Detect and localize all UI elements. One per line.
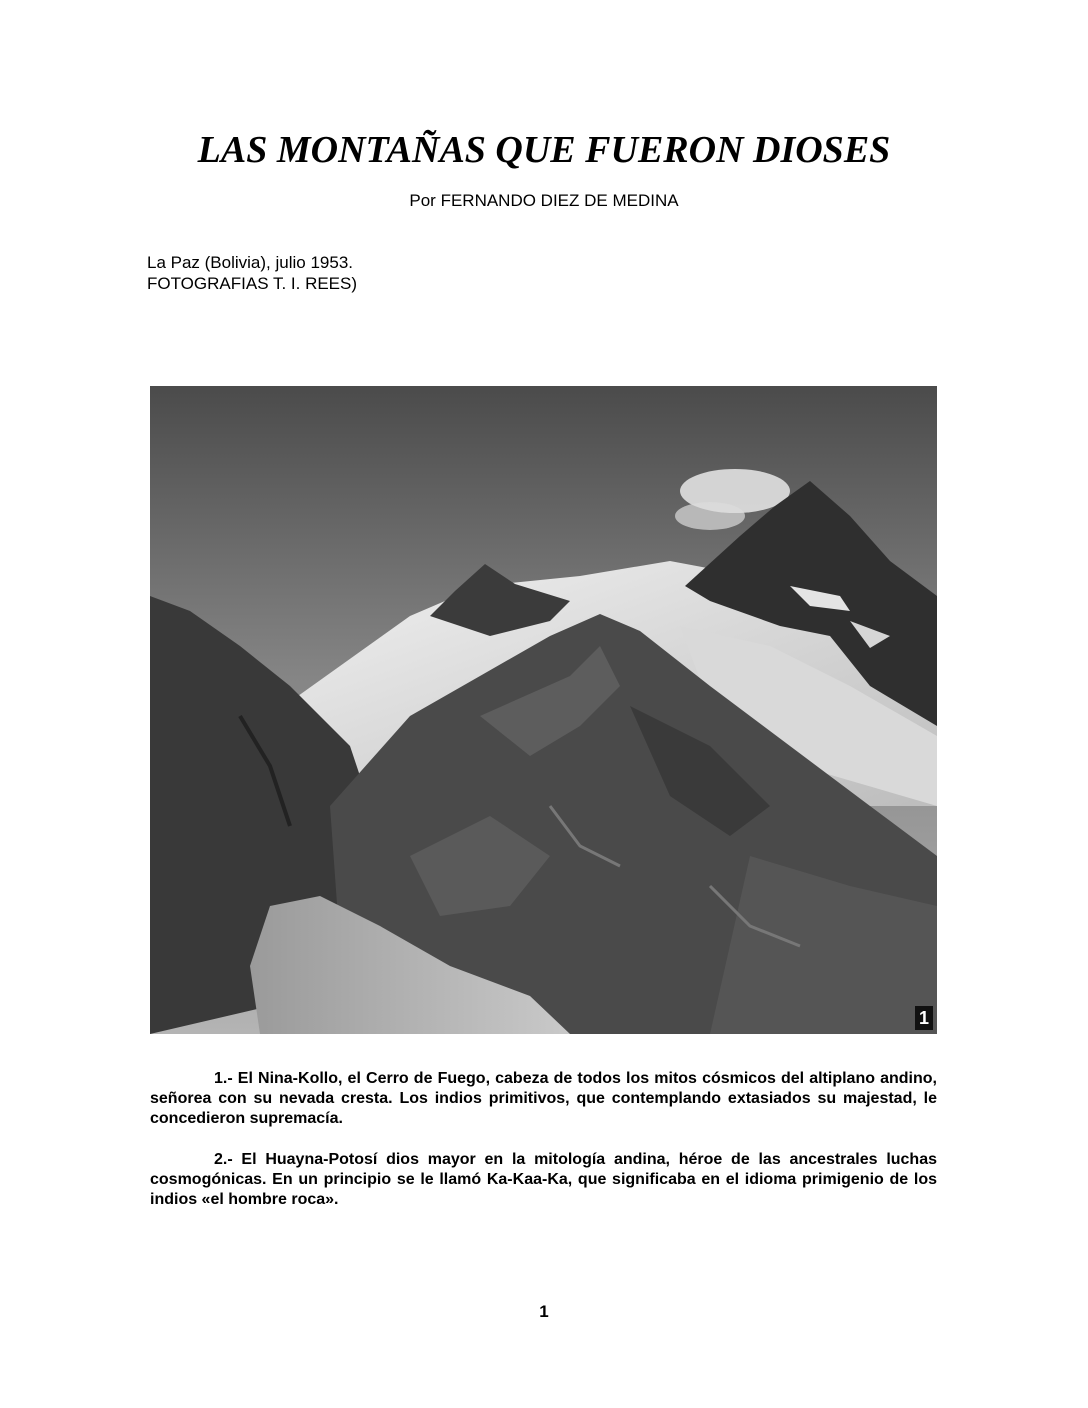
photo-number-badge: 1 bbox=[915, 1006, 933, 1030]
mountain-photo bbox=[150, 386, 937, 1034]
article-meta bbox=[147, 252, 357, 294]
caption-paragraph: 1.- El Nina-Kollo, el Cerro de Fuego, cabeza de todos los mitos cósmicos del altiplano andino, señorea con su nevada cresta. Los indios primitivos, que contemplando extasiados su majestad, le concedieron supremacía. bbox=[150, 1070, 937, 1127]
mountain-photo-icon bbox=[150, 386, 937, 1034]
caption-paragraph: 2.- El Huayna-Potosí dios mayor en la mitología andina, héroe de las ancestrales luchas cosmogónicas. En un principio se le llamó Ka-Kaa-Ka, que significaba en el idioma primigenio de los indios «el hombre roca». bbox=[150, 1151, 937, 1208]
photo-captions bbox=[150, 1069, 937, 1231]
place-date: La Paz (Bolivia), julio 1953. bbox=[147, 253, 354, 272]
author-byline: Por FERNANDO DIEZ DE MEDINA bbox=[409, 191, 679, 210]
page-number: 1 bbox=[539, 1302, 549, 1321]
page-title: LAS MONTAÑAS QUE FUERON DIOSES bbox=[197, 129, 891, 171]
photo-credit: FOTOGRAFIAS T. I. REES) bbox=[147, 274, 358, 293]
